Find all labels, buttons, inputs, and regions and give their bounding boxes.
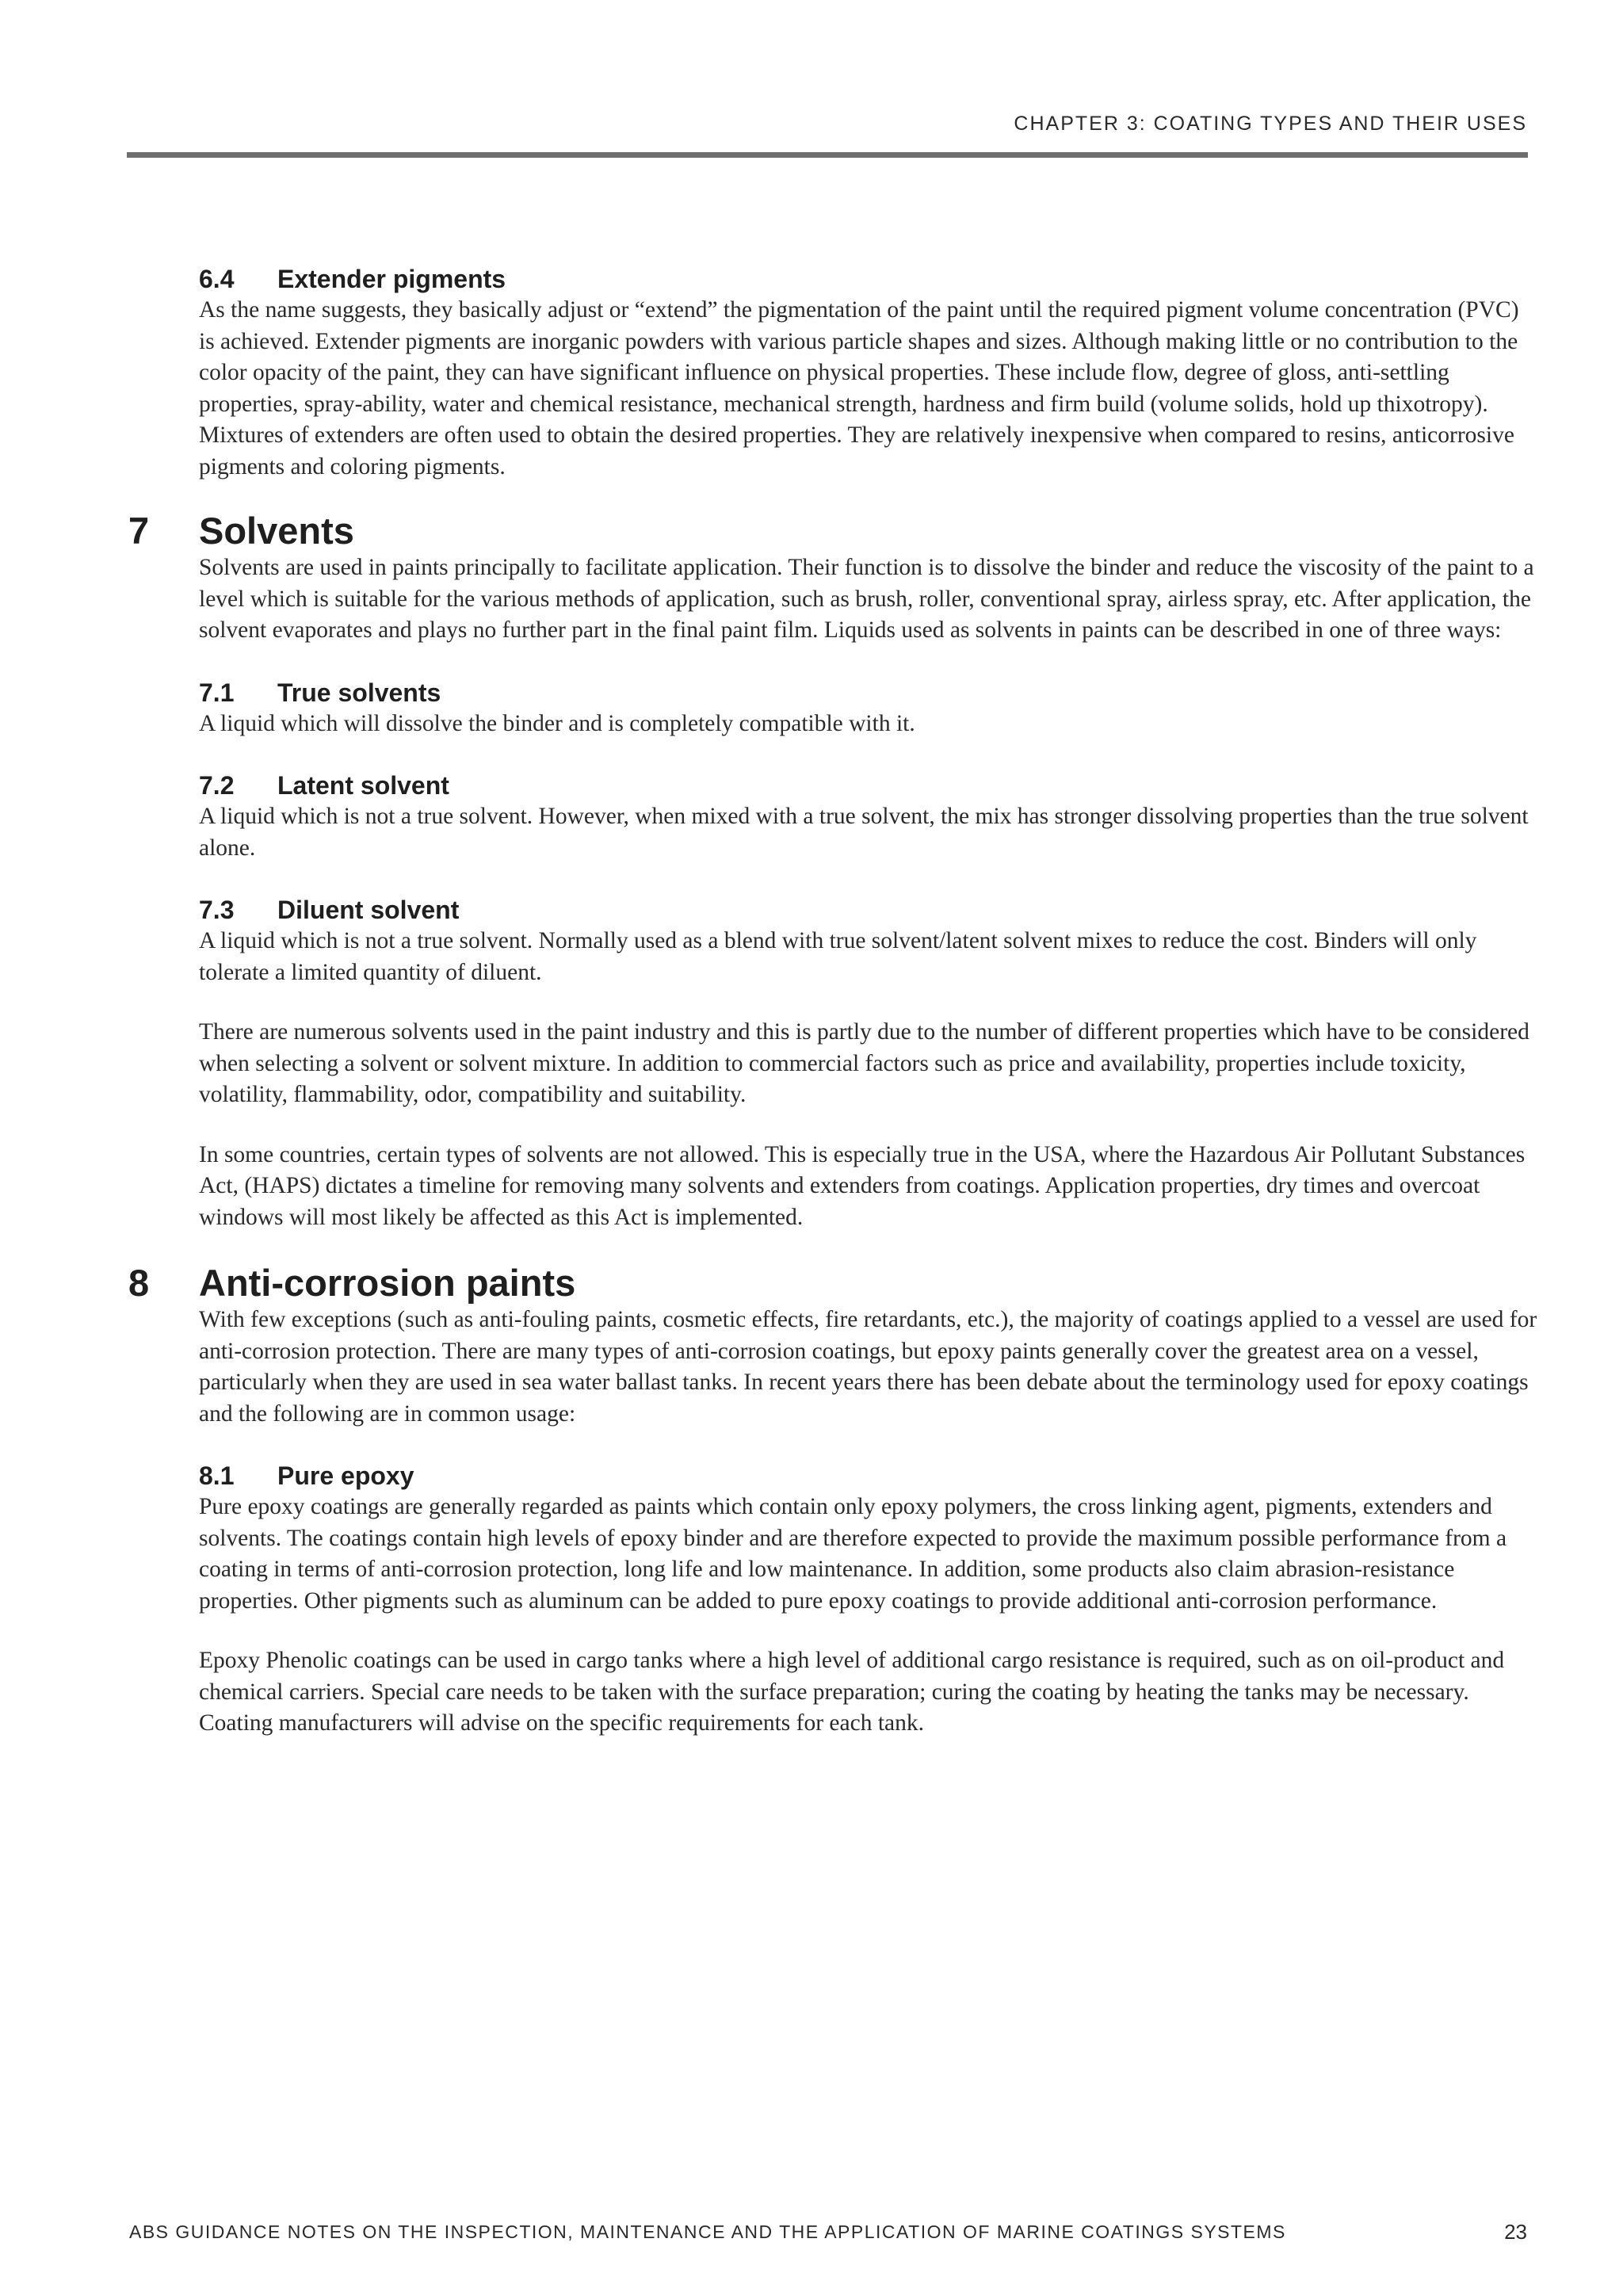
- running-header: CHAPTER 3: COATING TYPES AND THEIR USES: [1014, 113, 1527, 135]
- section-number: 7.1: [199, 678, 235, 707]
- paragraph: With few exceptions (such as anti-fouling paints, cosmetic effects, fire retardants, etc.), the majority of coatings applied to a vessel are used for anti-corrosion protection. There are many types of anti-corrosion coatings, but epoxy paints generally cover the greatest area on a vessel, particularly when they are used in sea water ballast tanks. In recent years there has been debate about the terminology used for epoxy coatings and the following are in common usage:: [199, 1307, 1537, 1427]
- section-number: 7.2: [199, 771, 235, 800]
- heading-7-3: [199, 894, 1538, 926]
- page-body: [128, 263, 1538, 1740]
- page-number: 23: [1504, 2220, 1527, 2244]
- paragraph: Solvents are used in paints principally to facilitate application. Their function is to dissolve the binder and reduce the viscosity of the paint to a level which is suitable for the various methods of application, such as brush, roller, conventional spray, airless spray, etc. After application, the solvent evaporates and plays no further part in the final paint film. Liquids used as solvents in paints can be described in one of three ways:: [199, 555, 1534, 643]
- paragraph: As the name suggests, they basically adjust or “extend” the pigmentation of the paint until the required pigment volume concentration (PVC) is achieved. Extender pigments are inorganic powders with various particle shapes and sizes. Although making little or no contribution to the color opacity of the paint, they can have significant influence on physical properties. These include flow, degree of gloss, anti-settling properties, spray-ability, water and chemical resistance, mechanical strength, hardness and firm build (volume solids, hold up thixotropy). Mixtures of extenders are often used to obtain the desired properties. They are relatively inexpensive when compared to resins, anticorrosive pigments and coloring pigments.: [199, 297, 1519, 479]
- heading-7: [128, 510, 1538, 552]
- paragraph: Epoxy Phenolic coatings can be used in cargo tanks where a high level of additional cargo resistance is required, such as on oil-product and chemical carriers. Special care needs to be taken with the surface preparation; curing the coating by heating the tanks may be necessary. Coating manufacturers will advise on the specific requirements for each tank.: [199, 1648, 1505, 1736]
- paragraph: There are numerous solvents used in the paint industry and this is partly due to the number of different properties which have to be considered when selecting a solvent or solvent mixture. In addition to commercial factors such as price and availability, properties include toxicity, volatility, flammability, odor, compatibility and suitability.: [199, 1019, 1529, 1107]
- chapter-number: 8: [128, 1262, 150, 1304]
- paragraph: A liquid which is not a true solvent. However, when mixed with a true solvent, the mix has stronger dissolving properties than the true solvent alone.: [199, 804, 1529, 861]
- paragraph: A liquid which is not a true solvent. Normally used as a blend with true solvent/latent solvent mixes to reduce the cost. Binders will only tolerate a limited quantity of diluent.: [199, 928, 1477, 985]
- chapter-number: 7: [128, 510, 150, 552]
- chapter-title: Solvents: [199, 510, 354, 552]
- section-title: Extender pigments: [277, 265, 506, 293]
- heading-6-4: [199, 263, 1538, 295]
- section-number: 7.3: [199, 896, 235, 924]
- paragraph: In some countries, certain types of solvents are not allowed. This is especially true in the USA, where the Hazardous Air Pollutant Substances Act, (HAPS) dictates a timeline for removing many solvents and extenders from coatings. Application properties, dry times and overcoat windows will most likely be affected as this Act is implemented.: [199, 1141, 1526, 1230]
- section-title: True solvents: [277, 678, 441, 707]
- section-number: 8.1: [199, 1461, 235, 1490]
- paragraph: A liquid which will dissolve the binder and is completely compatible with it.: [199, 710, 915, 736]
- section-title: Pure epoxy: [277, 1461, 414, 1490]
- paragraph: Pure epoxy coatings are generally regarded as paints which contain only epoxy polymers, the cross linking agent, pigments, extenders and solvents. The coatings contain high levels of epoxy binder and are therefore expected to provide the maximum possible performance from a coating in terms of anti-corrosion protection, long life and low maintenance. In addition, some products also claim abrasion-resistance properties. Other pigments such as aluminum can be added to pure epoxy coatings to provide additional anti-corrosion performance.: [199, 1494, 1507, 1614]
- heading-7-2: [199, 770, 1538, 801]
- footer-publication: ABS GUIDANCE NOTES ON THE INSPECTION, MAINTENANCE AND THE APPLICATION OF MARINE COATINGS SYSTEMS: [129, 2222, 1286, 2242]
- heading-7-1: [199, 677, 1538, 709]
- heading-8-1: [199, 1460, 1538, 1492]
- heading-8: [128, 1262, 1538, 1305]
- header-rule: [127, 152, 1528, 158]
- chapter-title: Anti-corrosion paints: [199, 1262, 576, 1304]
- section-title: Latent solvent: [277, 771, 449, 800]
- section-number: 6.4: [199, 265, 235, 293]
- section-title: Diluent solvent: [277, 896, 460, 924]
